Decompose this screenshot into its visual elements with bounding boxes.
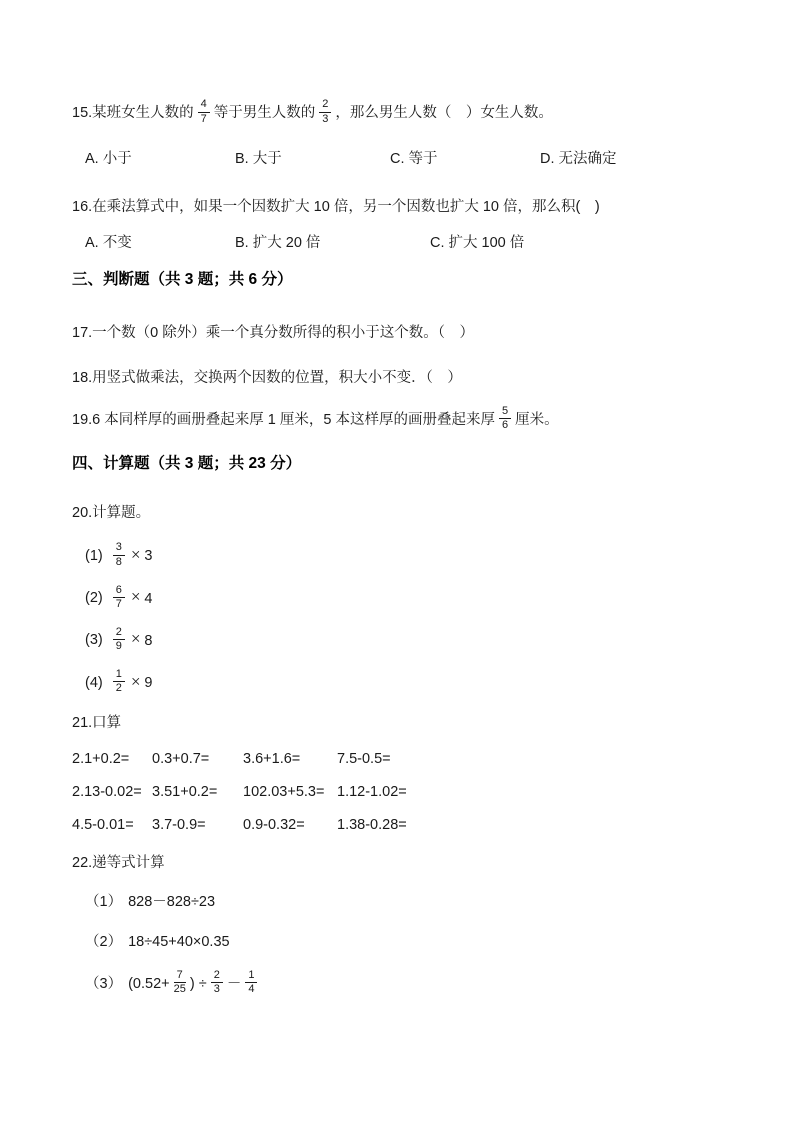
question-16-options: [72, 234, 723, 254]
question-22-title: [72, 854, 723, 874]
fraction-denominator: 7: [200, 112, 207, 125]
oral-expression: 3.6+1.6=: [243, 751, 301, 768]
fraction-2-9: [113, 627, 125, 653]
oral-expression: 2.13-0.02=: [72, 783, 142, 800]
oral-expression: 1.38-0.28=: [337, 817, 407, 834]
fraction-denominator: 7: [115, 598, 122, 611]
question-18: [72, 369, 723, 389]
question-20-item-3: [72, 625, 723, 654]
fraction-2-3: [211, 970, 223, 996]
question-15-text-before: 15.某班女生人数的: [72, 104, 194, 121]
fraction-numerator: 4: [198, 99, 210, 113]
section-3-title: 三、判断题（共 3 题；共 6 分）: [72, 270, 293, 288]
question-20-item-1: [72, 543, 723, 569]
oral-arithmetic-row-2: [72, 783, 723, 803]
fraction-denominator: 4: [248, 983, 255, 996]
fraction-3-8: [113, 542, 125, 568]
question-21-title: [72, 714, 723, 734]
item-label: (1): [85, 548, 103, 565]
multiplication-sign: ×: [129, 629, 142, 649]
question-20-item-2: [72, 583, 723, 612]
fraction-numerator: 3: [113, 542, 125, 556]
fraction-1-4: [245, 970, 257, 996]
operand: 3: [144, 548, 153, 565]
fraction-4-7: [198, 99, 210, 125]
fraction-numerator: 1: [245, 970, 257, 984]
question-15: [72, 100, 723, 126]
item-label: （2）: [85, 934, 123, 951]
question-17-text: 17.一个数（0 除外）乘一个真分数所得的积小于这个数。（ ）: [72, 324, 474, 341]
question-22-title-text: 22.递等式计算: [72, 855, 165, 872]
fraction-denominator: 25: [173, 983, 186, 996]
question-22-item-2: [72, 933, 723, 953]
multiplication-sign: ×: [129, 545, 142, 565]
oral-expression: 0.9-0.32=: [243, 817, 305, 834]
question-15-options: [72, 150, 723, 170]
option-b: B. 大于: [235, 151, 282, 168]
oral-expression: 2.1+0.2=: [72, 751, 130, 768]
oral-expression: 3.7-0.9=: [152, 817, 206, 834]
expression-part: ) ÷: [189, 975, 207, 992]
oral-expression: 102.03+5.3=: [243, 783, 325, 800]
option-c: C. 扩大 100 倍: [430, 235, 525, 252]
option-b: B. 扩大 20 倍: [235, 235, 321, 252]
fraction-numerator: 6: [113, 585, 125, 599]
item-label: （1）: [85, 893, 123, 910]
question-19: [72, 404, 723, 433]
option-a: A. 不变: [85, 235, 132, 252]
fraction-denominator: 3: [213, 983, 220, 996]
fraction-denominator: 9: [115, 640, 122, 653]
fraction-numerator: 2: [211, 970, 223, 984]
oral-arithmetic-row-1: [72, 750, 723, 770]
fraction-denominator: 8: [115, 555, 122, 568]
fraction-1-2: [113, 669, 125, 695]
question-19-text-after: 厘米。: [515, 411, 559, 428]
fraction-2-3: [319, 99, 331, 125]
oral-expression: 3.51+0.2=: [152, 783, 218, 800]
fraction-denominator: 3: [322, 112, 329, 125]
question-17: [72, 324, 723, 344]
fraction-numerator: 7: [174, 970, 186, 984]
oral-expression: 1.12-1.02=: [337, 783, 407, 800]
fraction-numerator: 1: [113, 669, 125, 683]
oral-expression: 0.3+0.7=: [152, 751, 210, 768]
item-label: (3): [85, 632, 103, 649]
fraction-numerator: 5: [499, 406, 511, 420]
section-4-calculation-header: [72, 454, 723, 475]
oral-expression: 4.5-0.01=: [72, 817, 134, 834]
question-20-title: [72, 504, 723, 524]
item-label: (4): [85, 674, 103, 691]
fraction-5-6: [499, 406, 511, 432]
question-21-title-text: 21.口算: [72, 714, 122, 731]
question-19-text-before: 19.6 本同样厚的画册叠起来厚 1 厘米，5 本这样厚的画册叠起来厚: [72, 411, 495, 428]
expression: 18÷45+40×0.35: [128, 934, 230, 951]
option-a: A. 小于: [85, 151, 132, 168]
question-22-item-3: [72, 968, 723, 997]
question-16-text: 16.在乘法算式中，如果一个因数扩大 10 倍，另一个因数也扩大 10 倍，那么积( ): [72, 198, 600, 215]
expression: 828－828÷23: [128, 893, 216, 910]
question-20-item-4: [72, 667, 723, 696]
question-16: [72, 198, 723, 218]
fraction-numerator: 2: [319, 99, 331, 113]
multiplication-sign: ×: [129, 587, 142, 607]
option-d: D. 无法确定: [540, 151, 617, 168]
fraction-denominator: 2: [115, 682, 122, 695]
fraction-denominator: 6: [501, 419, 509, 432]
item-label: （3）: [85, 975, 123, 992]
fraction-6-7: [113, 585, 125, 611]
question-18-text: 18.用竖式做乘法，交换两个因数的位置，积大小不变．（ ）: [72, 370, 462, 387]
section-3-judgment-header: [72, 270, 723, 291]
fraction-7-25: [174, 970, 186, 996]
operand: 9: [144, 674, 153, 691]
expression-part: －: [226, 975, 242, 992]
operand: 8: [144, 632, 153, 649]
oral-arithmetic-row-3: [72, 816, 723, 836]
option-c: C. 等于: [390, 151, 438, 168]
question-20-title-text: 20.计算题。: [72, 504, 151, 521]
expression-part: (0.52+: [128, 975, 170, 992]
item-label: (2): [85, 590, 103, 607]
section-4-title: 四、计算题（共 3 题；共 23 分）: [72, 454, 302, 472]
question-15-text-after: ，那么男生人数（ ）女生人数。: [335, 104, 553, 121]
question-15-text-mid: 等于男生人数的: [213, 104, 316, 121]
operand: 4: [144, 590, 153, 607]
oral-expression: 7.5-0.5=: [337, 751, 391, 768]
multiplication-sign: ×: [129, 671, 142, 691]
question-22-item-1: [72, 893, 723, 913]
fraction-numerator: 2: [113, 627, 125, 641]
